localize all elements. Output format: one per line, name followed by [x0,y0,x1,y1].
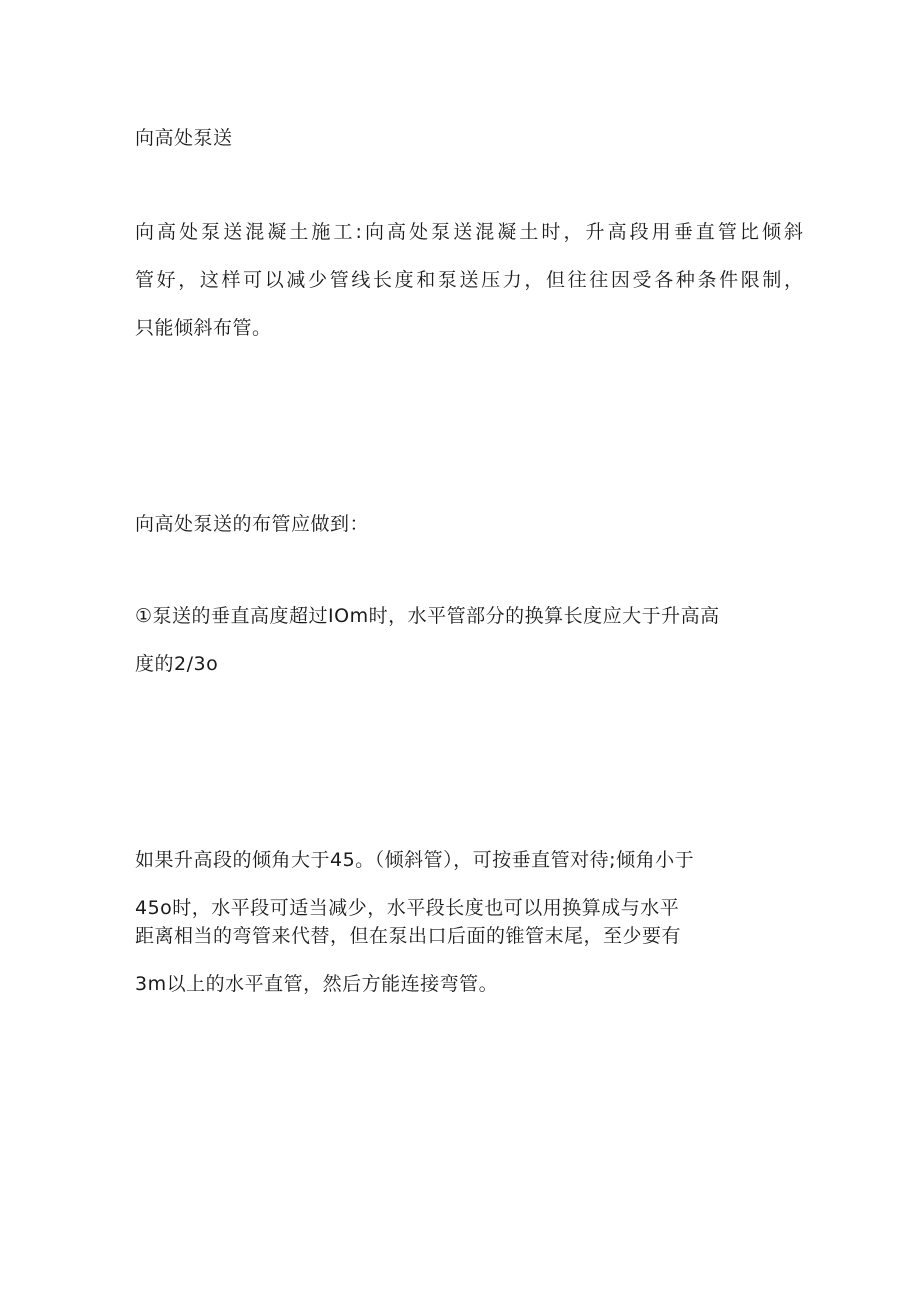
paragraph-3-line-1: ①泵送的垂直高度超过IOm时，水平管部分的换算长度应大于升高高 [135,605,720,627]
paragraph-1-line-3: 只能倾斜布管。 [135,317,272,339]
paragraph-1-line-2: 管好，这样可以减少管线长度和泵送压力，但往往因受各种条件限制， [135,269,803,291]
paragraph-4-line-2: 45o时，水平段可适当减少，水平段长度也可以用换算成与水平 [135,897,680,919]
paragraph-4-line-1: 如果升高段的倾角大于45。（倾斜管），可按垂直管对待;倾角小于 [135,849,695,871]
paragraph-2-line-1: 向高处泵送的布管应做到： [135,513,370,535]
paragraph-4-line-3: 距离相当的弯管来代替，但在泵出口后面的锥管末尾，至少要有 [135,925,682,947]
section-heading: 向高处泵送 [135,127,233,149]
paragraph-1-line-1: 向高处泵送混凝土施工:向高处泵送混凝土时，升高段用垂直管比倾斜 [135,221,803,243]
paragraph-4-line-4: 3m以上的水平直管，然后方能连接弯管。 [135,973,499,995]
paragraph-3-line-2: 度的2/3o [135,653,219,675]
